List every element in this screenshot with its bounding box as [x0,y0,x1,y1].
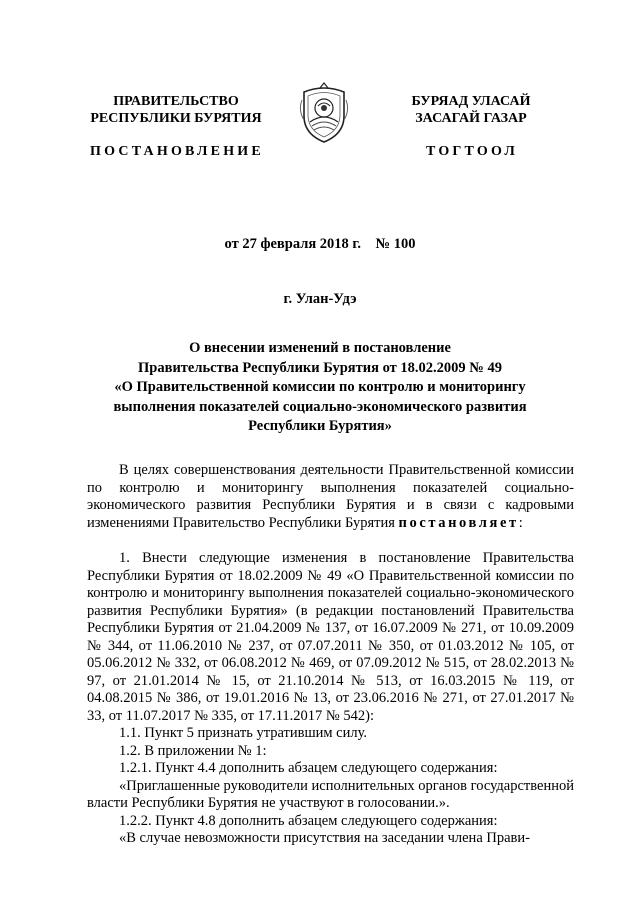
preamble-paragraph [87,462,574,532]
coat-of-arms-icon [296,82,352,146]
preamble-emphasis: постановляет [398,514,519,531]
list-item: 1.1. Пункт 5 признать утратившим силу. [119,725,368,741]
title-line: Республики Бурятия» [248,418,392,434]
title-line: «О Правительственной комиссии по контролю и мониторингу [114,379,526,395]
document-title [70,339,570,437]
list-item: «Приглашенные руководители исполнительных органов государственной власти Республики Бурятия не участвуют в голосовании.». [87,777,574,811]
doc-type-russian: ПОСТАНОВЛЕНИЕ [90,144,264,159]
government-name-buryat-line1: БУРЯАД УЛАСАЙ [411,94,531,109]
title-line: выполнения показателей социально-экономического развития [113,398,527,415]
list-item: 1. Внести следующие изменения в постановление Правительства Республики Бурятия от 18.02.2009 № 49 «О Правительственной комиссии по контролю и мониторингу выполнения показателей социально-экономического развития Республики Бурятия» (в редакции постановлений Правительства Республики Бурятия от 21.04.2009 № 137, от 16.07.2009 № 271, от 10.09.2009 № 344, от 11.06.2010 № 237, от 07.07.2011 № 350, от 01.03.2012 № 105, от 05.06.2012 № 332, от 06.08.2012 № 469, от 07.09.2012 № 515, от 28.02.2013 № 97, от 21.01.2014 № 15, от 21.10.2014 № 513, от 16.03.2015 № 119, от 04.08.2015 № 386, от 19.01.2016 № 13, от 23.06.2016 № 271, от 27.01.2017 № 33, от 11.07.2017 № 335, от 17.11.2017 № 542): [87,550,574,724]
title-line: О внесении изменений в постановление [189,340,451,356]
document-date-number: от 27 февраля 2018 г. № 100 [224,236,416,252]
list-item: «В случае невозможности присутствия на заседании члена Прави- [119,830,530,846]
doc-type-buryat: ТОГТООЛ [425,144,519,159]
list-item: 1.2.1. Пункт 4.4 дополнить абзацем следующего содержания: [119,760,498,776]
government-name-russian [60,93,292,127]
government-name-buryat-line2: ЗАСАГАЙ ГАЗАР [415,111,527,126]
list-item: 1.2. В приложении № 1: [119,742,267,759]
title-line: Правительства Республики Бурятия от 18.02.2009 № 49 [138,359,502,376]
list-item: 1.2.2. Пункт 4.8 дополнить абзацем следующего содержания: [119,812,498,829]
government-name-buryat [358,93,584,127]
government-name-line1: ПРАВИТЕЛЬСТВО [113,94,239,109]
document-city: г. Улан-Удэ [283,291,357,307]
government-name-line2: РЕСПУБЛИКИ БУРЯТИЯ [90,111,262,126]
document-body [87,462,574,848]
preamble-text: В целях совершенствования деятельности Правительственной комиссии по контролю и мониторингу выполнения показателей социально-экономического развития Республики Бурятия и в связи с кадровыми изменениями Правительство Республики Бурятия [87,462,574,531]
preamble-tail: : [518,514,523,531]
